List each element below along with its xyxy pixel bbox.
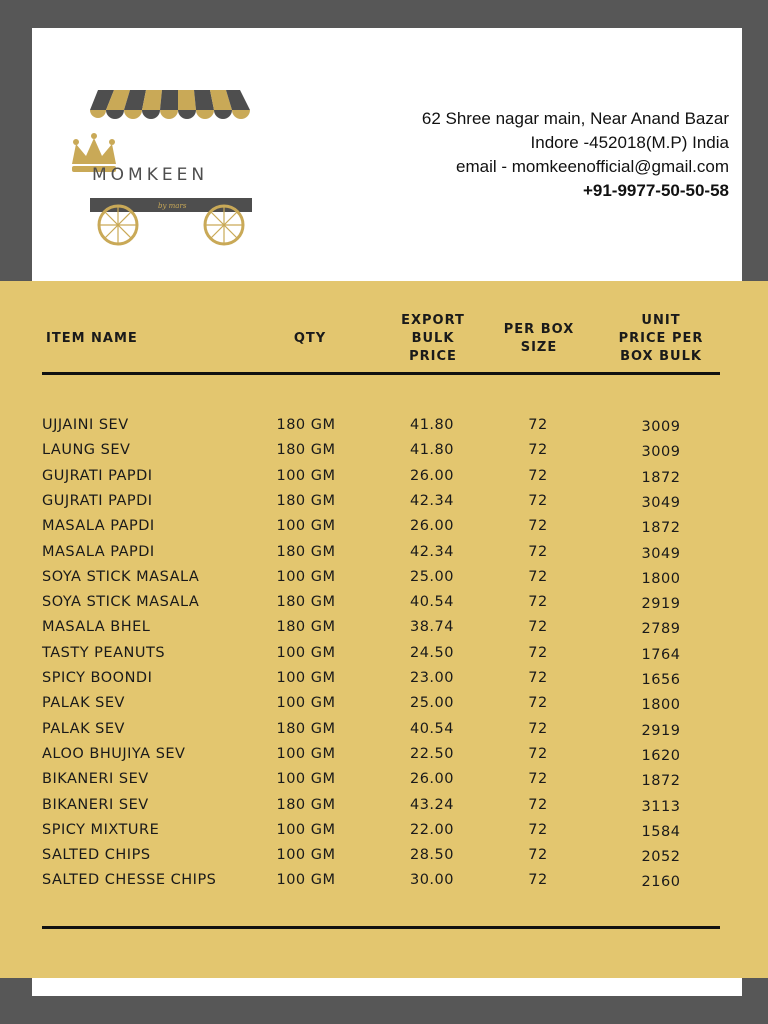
table-row bbox=[0, 721, 768, 743]
item-name-cell: MASALA PAPDI bbox=[42, 518, 155, 535]
unit-price-cell: 1872 bbox=[641, 469, 681, 486]
qty-cell: 180 GM bbox=[276, 492, 336, 509]
box-size-cell: 72 bbox=[528, 670, 548, 686]
qty-cell: 180 GM bbox=[276, 417, 336, 433]
qty-cell: 100 GM bbox=[276, 771, 336, 788]
qty-cell: 180 GM bbox=[276, 442, 336, 459]
unit-price-cell: 1800 bbox=[641, 570, 681, 587]
item-name-cell: PALAK SEV bbox=[42, 720, 125, 737]
header-export-bulk-price: EXPORT BULK PRICE bbox=[401, 313, 465, 364]
table-row bbox=[0, 771, 768, 793]
table-row bbox=[0, 594, 768, 616]
export-price-cell: 22.00 bbox=[409, 821, 454, 838]
header-divider bbox=[42, 372, 720, 375]
qty-cell: 180 GM bbox=[276, 619, 336, 636]
table-row bbox=[0, 746, 768, 768]
item-name-cell: BIKANERI SEV bbox=[42, 796, 149, 813]
box-size-cell: 72 bbox=[528, 745, 548, 762]
export-price-cell: 40.54 bbox=[409, 594, 454, 611]
address-line-2: Indore -452018(M.P) India bbox=[530, 133, 729, 152]
item-name-cell: SALTED CHESSE CHIPS bbox=[42, 872, 217, 889]
table-row bbox=[0, 847, 768, 869]
unit-price-cell: 1764 bbox=[641, 646, 681, 663]
table-row bbox=[0, 493, 768, 515]
box-size-cell: 72 bbox=[528, 568, 548, 585]
address-line-1: 62 Shree nagar main, Near Anand Bazar bbox=[421, 109, 729, 128]
box-size-cell: 72 bbox=[528, 442, 548, 459]
unit-price-cell: 2789 bbox=[641, 621, 681, 638]
item-name-cell: MASALA PAPDI bbox=[42, 543, 155, 560]
unit-price-cell: 2919 bbox=[641, 722, 681, 739]
export-price-cell: 42.34 bbox=[409, 543, 454, 560]
box-size-cell: 72 bbox=[528, 594, 548, 611]
table-row bbox=[0, 822, 768, 844]
export-price-cell: 41.80 bbox=[409, 417, 454, 433]
qty-cell: 180 GM bbox=[276, 543, 336, 560]
unit-price-cell: 1584 bbox=[641, 823, 681, 840]
qty-cell: 100 GM bbox=[276, 467, 336, 484]
qty-cell: 180 GM bbox=[276, 796, 336, 813]
qty-cell: 100 GM bbox=[276, 670, 336, 686]
item-name-cell: SPICY MIXTURE bbox=[42, 821, 160, 838]
box-size-cell: 72 bbox=[528, 619, 548, 636]
item-name-cell: BIKANERI SEV bbox=[42, 771, 149, 788]
box-size-cell: 72 bbox=[528, 543, 548, 560]
unit-price-cell: 2919 bbox=[641, 596, 681, 613]
export-price-cell: 30.00 bbox=[409, 872, 454, 889]
unit-price-cell: 3009 bbox=[641, 444, 681, 461]
unit-price-cell: 1656 bbox=[641, 672, 681, 688]
box-size-cell: 72 bbox=[528, 695, 548, 712]
qty-cell: 100 GM bbox=[276, 745, 336, 762]
box-size-cell: 72 bbox=[528, 417, 548, 433]
box-size-cell: 72 bbox=[528, 720, 548, 737]
header-per-box-size: PER BOX SIZE bbox=[503, 322, 575, 355]
export-price-cell: 25.00 bbox=[409, 695, 454, 712]
export-price-cell: 40.54 bbox=[409, 720, 454, 737]
unit-price-cell: 1872 bbox=[641, 773, 681, 790]
item-name-cell: UJJAINI SEV bbox=[42, 417, 129, 433]
table-row bbox=[0, 442, 768, 464]
qty-cell: 100 GM bbox=[276, 518, 336, 535]
export-price-cell: 38.74 bbox=[409, 619, 454, 636]
box-size-cell: 72 bbox=[528, 771, 548, 788]
box-size-cell: 72 bbox=[528, 821, 548, 838]
unit-price-cell: 3009 bbox=[641, 419, 681, 435]
table-row bbox=[0, 695, 768, 717]
unit-price-cell: 1800 bbox=[641, 697, 681, 714]
qty-cell: 180 GM bbox=[276, 720, 336, 737]
export-price-cell: 26.00 bbox=[409, 518, 454, 535]
export-price-cell: 28.50 bbox=[409, 847, 454, 864]
unit-price-cell: 3049 bbox=[641, 494, 681, 511]
item-name-cell: GUJRATI PAPDI bbox=[42, 467, 153, 484]
qty-cell: 100 GM bbox=[276, 568, 336, 585]
awning-icon bbox=[90, 90, 250, 119]
export-price-cell: 43.24 bbox=[409, 796, 454, 813]
table-row bbox=[0, 544, 768, 566]
item-name-cell: MASALA BHEL bbox=[42, 619, 151, 636]
export-price-cell: 26.00 bbox=[409, 771, 454, 788]
box-size-cell: 72 bbox=[528, 847, 548, 864]
table-row bbox=[0, 670, 768, 692]
box-size-cell: 72 bbox=[528, 518, 548, 535]
contact-block bbox=[422, 107, 729, 203]
box-size-cell: 72 bbox=[528, 872, 548, 889]
export-price-cell: 23.00 bbox=[409, 670, 454, 686]
qty-cell: 100 GM bbox=[276, 872, 336, 889]
qty-cell: 100 GM bbox=[276, 695, 336, 712]
phone-number: +91-9977-50-50-58 bbox=[582, 181, 729, 200]
box-size-cell: 72 bbox=[528, 644, 548, 661]
header-item-name: ITEM NAME bbox=[46, 331, 138, 346]
footer-divider bbox=[42, 926, 720, 929]
unit-price-cell: 3049 bbox=[641, 545, 681, 562]
item-name-cell: TASTY PEANUTS bbox=[42, 644, 166, 661]
qty-cell: 100 GM bbox=[276, 821, 336, 838]
export-price-cell: 42.34 bbox=[409, 492, 454, 509]
item-name-cell: LAUNG SEV bbox=[42, 442, 131, 459]
export-price-cell: 22.50 bbox=[409, 745, 454, 762]
table-row bbox=[0, 797, 768, 819]
table-row bbox=[0, 645, 768, 667]
qty-cell: 100 GM bbox=[276, 644, 336, 661]
box-size-cell: 72 bbox=[528, 467, 548, 484]
item-name-cell: SOYA STICK MASALA bbox=[42, 594, 200, 611]
table-row bbox=[0, 619, 768, 641]
export-price-cell: 41.80 bbox=[409, 442, 454, 459]
unit-price-cell: 1872 bbox=[641, 520, 681, 537]
header-qty: QTY bbox=[293, 331, 327, 346]
table-row bbox=[0, 872, 768, 894]
box-size-cell: 72 bbox=[528, 796, 548, 813]
header-unit-price-per-box-bulk: UNIT PRICE PER BOX BULK bbox=[618, 313, 704, 364]
unit-price-cell: 3113 bbox=[641, 798, 681, 815]
item-name-cell: SPICY BOONDI bbox=[42, 670, 153, 686]
unit-price-cell: 1620 bbox=[641, 747, 681, 764]
export-price-cell: 25.00 bbox=[409, 568, 454, 585]
item-name-cell: SOYA STICK MASALA bbox=[42, 568, 200, 585]
svg-text:by mars: by mars bbox=[158, 202, 187, 210]
unit-price-cell: 2160 bbox=[641, 874, 681, 891]
item-name-cell: SALTED CHIPS bbox=[42, 847, 151, 864]
qty-cell: 100 GM bbox=[276, 847, 336, 864]
table-row bbox=[0, 569, 768, 591]
qty-cell: 180 GM bbox=[276, 594, 336, 611]
export-price-cell: 26.00 bbox=[409, 467, 454, 484]
item-name-cell: ALOO BHUJIYA SEV bbox=[42, 745, 186, 762]
email-text: email - momkeenofficial@gmail.com bbox=[456, 157, 729, 176]
table-row bbox=[0, 468, 768, 490]
export-price-cell: 24.50 bbox=[409, 644, 454, 661]
table-row bbox=[0, 518, 768, 540]
brand-name: MOMKEEN bbox=[92, 165, 209, 185]
unit-price-cell: 2052 bbox=[641, 849, 681, 866]
table-row bbox=[0, 417, 768, 439]
item-name-cell: PALAK SEV bbox=[42, 695, 125, 712]
item-name-cell: GUJRATI PAPDI bbox=[42, 492, 153, 509]
box-size-cell: 72 bbox=[528, 492, 548, 509]
